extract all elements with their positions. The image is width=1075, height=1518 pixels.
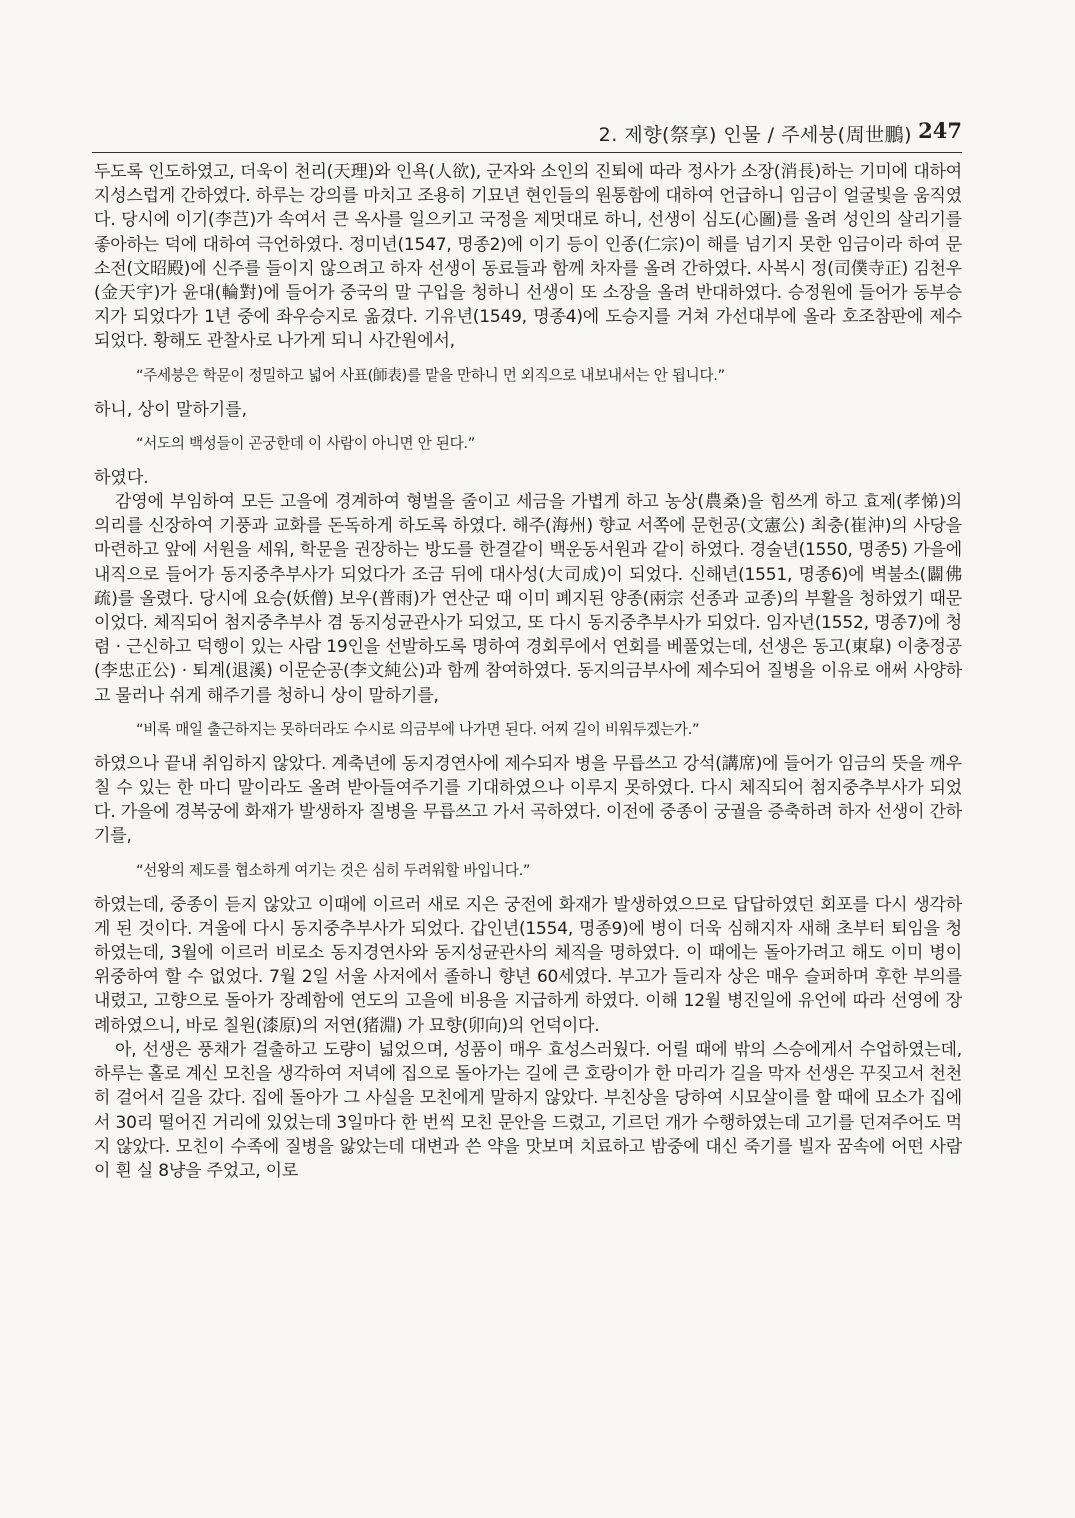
paragraph: 아, 선생은 풍채가 걸출하고 도량이 넓었으며, 성품이 매우 효성스러웠다. 어릴 때에 밖의 스승에게서 수업하였는데, 하루는 홀로 계신 모친을 생각하여 저녁에 집으로 돌아가는 길에 큰 호랑이가 한 마리가 길을 막자 선생은 꾸짖고서 천천히 걸어서 길을 갔다. 집에 돌아가 그 사실을 모친에게 말하지 않았다. 부친상을 당하여 시묘살이를 할 때에 묘소가 집에서 30리 떨어진 거리에 있었는데 3일마다 한 번씩 모친 문안을 드렸고, 기르던 개가 수행하였는데 고기를 던져주어도 먹지 않았다. 모친이 수족에 질병을 앓았는데 대변과 쓴 약을 맛보며 치료하고 밤중에 대신 죽기를 빌자 꿈속에 어떤 사람이 흰 실 8냥을 주었고, 이로 [94, 1039, 962, 1181]
paragraph: 감영에 부임하여 모든 고을에 경계하여 형벌을 줄이고 세금을 가볍게 하고 농상(農桑)을 힘쓰게 하고 효제(孝悌)의 의리를 신장하여 기풍과 교화를 돈독하게 하도록 하였다. 해주(海州) 향교 서쪽에 문헌공(文憲公) 최충(崔沖)의 사당을 마련하고 앞에 서원을 세워, 학문을 권장하는 방도를 한결같이 백운동서원과 같이 하였다. 경술년(1550, 명종5) 가을에 내직으로 들어가 동지중추부사가 되었다가 조금 뒤에 대사성(大司成)이 되었다. 신해년(1551, 명종6)에 벽불소(闢佛疏)를 올렸다. 당시에 요승(妖僧) 보우(普雨)가 연산군 때 이미 폐지된 양종(兩宗 선종과 교종)의 부활을 청하였기 때문이었다. 체직되어 첨지중추부사 겸 동지성균관사가 되었고, 또 다시 동지중추부사가 되었다. 임자년(1552, 명종7)에 청렴 · 근신하고 덕행이 있는 사람 19인을 선발하도록 명하여 경회루에서 연회를 베풀었는데, 선생은 동고(東皐) 이충정공(李忠正公) · 퇴계(退溪) 이문순공(李文純公)과 함께 참여하였다. 동지의금부사에 제수되어 질병을 이유로 애써 사양하고 물러나 쉬게 해주기를 청하니 상이 말하기를, [94, 492, 963, 706]
paragraph: 하니, 상이 말하기를, [94, 399, 247, 420]
paragraph: 하였는데, 중종이 듣지 않았고 이때에 이르러 새로 지은 궁전에 화재가 발생하였으므로 답답하였던 회포를 다시 생각하게 된 것이다. 겨울에 다시 동지중추부사가 되었다. 갑인년(1554, 명종9)에 병이 더욱 심해지자 새해 초부터 퇴임을 청하였는데, 3월에 이르러 비로소 동지경연사와 동지성균관사의 체직을 명하였다. 이 때에는 돌아가려고 해도 이미 병이 위중하여 할 수 없었다. 7월 2일 서울 사저에서 졸하니 향년 60세였다. 부고가 들리자 상은 매우 슬퍼하며 후한 부의를 내렸고, 고향으로 돌아가 장례함에 연도의 고을에 비용을 지급하게 하였다. 이해 12월 병진일에 유언에 따라 선영에 장례하였으니, 바로 칠원(漆原)의 저연(猪淵) 가 묘향(卯向)의 언덕이다. [94, 894, 962, 1036]
quotation: “서도의 백성들이 곤궁한데 이 사람이 아니면 안 된다.” [136, 434, 475, 452]
paragraph: 하였으나 끝내 취임하지 않았다. 계축년에 동지경연사에 제수되자 병을 무릅쓰고 강석(講席)에 들어가 임금의 뜻을 깨우칠 수 있는 한 마디 말이라도 올려 받아들여주기를 기대하였으나 이루지 못하였다. 다시 체직되어 첨지중추부사가 되었다. 가을에 경복궁에 화재가 발생하자 질병을 무릅쓰고 가서 곡하였다. 이전에 중종이 궁궐을 증축하려 하자 선생이 간하기를, [94, 753, 962, 847]
quotation: “비록 매일 출근하지는 못하더라도 수시로 의금부에 나가면 된다. 어찌 길이 비워두겠는가.” [136, 720, 700, 738]
quotation: “선왕의 제도를 협소하게 여기는 것은 심히 두려워할 바입니다.” [136, 861, 531, 879]
body-text [94, 160, 962, 1183]
paragraph: 두도록 인도하였고, 더욱이 천리(天理)와 인욕(人欲), 군자와 소인의 진퇴에 따라 정사가 소장(消長)하는 기미에 대하여 지성스럽게 간하였다. 하루는 강의를 마치고 조용히 기묘년 현인들의 원통함에 대하여 언급하니 임금이 얼굴빛을 움직였다. 당시에 이기(李芑)가 속여서 큰 옥사를 일으키고 국정을 제멋대로 하니, 선생이 심도(心圖)를 올려 성인의 살리기를 좋아하는 덕에 대하여 극언하였다. 정미년(1547, 명종2)에 이기 등이 인종(仁宗)이 해를 넘기지 못한 임금이라 하여 문소전(文昭殿)에 신주를 들이지 않으려고 하자 선생이 동료들과 함께 차자를 올려 간하였다. 사복시 정(司僕寺正) 김천우(金天宇)가 윤대(輪對)에 들어가 중국의 말 구입을 청하니 선생이 또 소장을 올려 반대하였다. 승정원에 들어가 동부승지가 되었다가 1년 중에 좌우승지로 옮겼다. 기유년(1549, 명종4)에 도승지를 거쳐 가선대부에 올라 호조참판에 제수되었다. 황해도 관찰사로 나가게 되니 사간원에서, [94, 162, 962, 352]
header-title: 2. 제향(祭享) 인물 / 주세붕(周世鵬) [598, 124, 912, 146]
paragraph: 하였다. [94, 467, 149, 488]
quotation: “주세붕은 학문이 정밀하고 넓어 사표(師表)를 맡을 만하니 먼 외직으로 내보내서는 안 됩니다.” [136, 366, 725, 384]
running-header [92, 118, 962, 153]
page-number: 247 [918, 118, 962, 143]
